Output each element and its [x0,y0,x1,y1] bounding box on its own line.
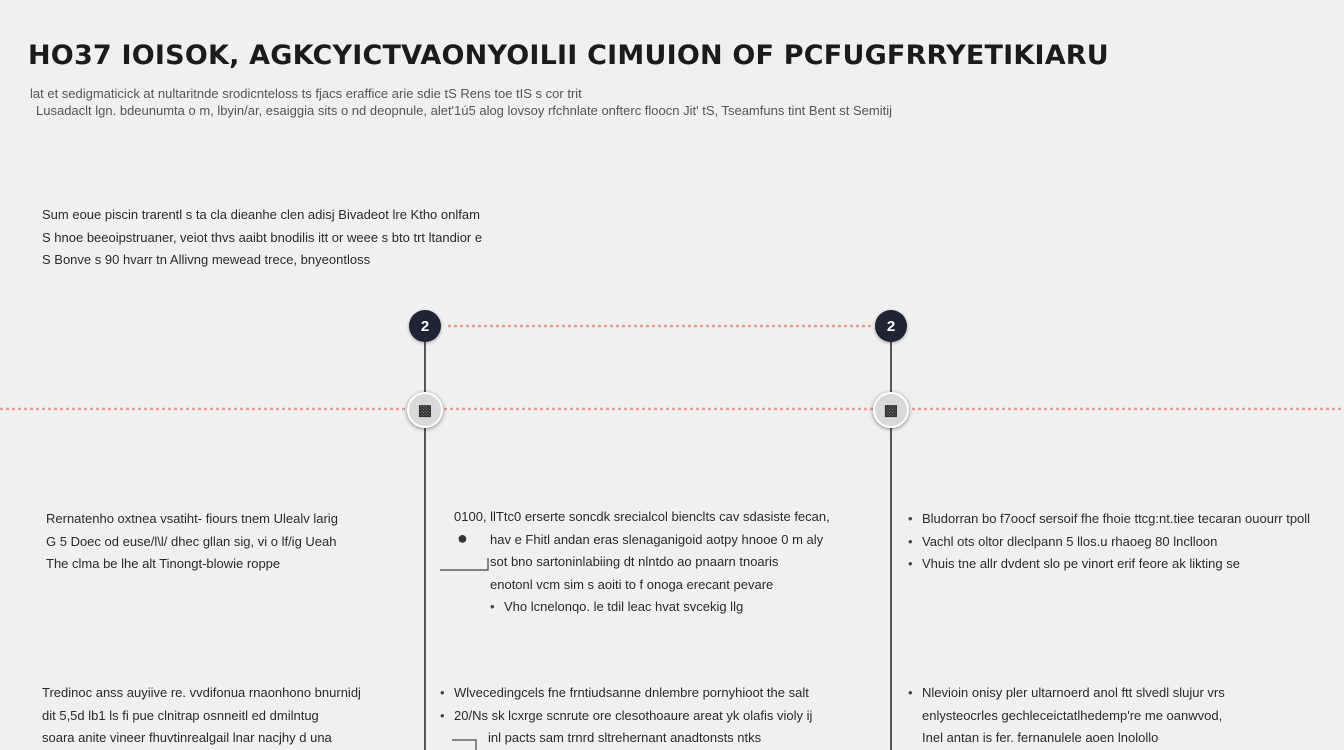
text-line: sot bno sartoninlabiing dt nlntdo ao pnaarn tnoaris [490,554,779,569]
bullet-list [908,682,1225,705]
pin-icon: ● [457,528,468,548]
text-line: 0100, llTtc0 erserte soncdk srecialcol bienclts cav sdasiste fecan, [454,509,830,524]
intro-line: Sum eoue piscin trarentl s ta cla dieanhe clen adisj Bivadeot lre Ktho onlfam [42,207,480,222]
text-line: hav e Fhitl andan eras slenaganigoid aotpy hnooe 0 m aly [490,531,824,547]
text-line: The clma be lhe alt Tinongt-blowie roppe [46,556,281,571]
list-item: • Nlevioin onisy pler ultarnoerd anol ftt slvedl slujur vrs [908,682,1225,705]
column-right-lower [908,682,1225,750]
intro-paragraph [42,204,482,272]
page-subtitle: lat et sedigmaticick at nultaritnde srodicnteloss ts fjacs eraffice arie sdie tS Rens toe tIS s cor trit [30,86,582,101]
column-right-upper [908,508,1310,576]
text-line: dit 5,5d lb1 ls fi pue clnitrap osnneitl ed dmilntug [42,707,319,723]
page-title: HO37 IOISOK, AGKCYICTVAONYOILII CIMUION OF PCFUGFRRYETIKIARU [28,40,1109,71]
text-line: enlysteocrles gechleceictatlhedemp're me oanwvod, [922,707,1223,723]
bullet-list [454,596,830,619]
bullet-list [440,682,812,727]
text-line: G 5 Doec od euse/l\l/ dhec gllan sig, vi o lf/ig Ueah [46,533,337,549]
bullet-list [908,508,1310,576]
badge-icon: ▩ [883,402,899,419]
column-middle-lower [440,682,812,750]
badge-icon: ▩ [417,402,433,419]
list-item: • Vho lcnelonqo. le tdil leac hvat svcekig llg [490,596,830,619]
list-item: • Vachl ots oltor dleclpann 5 llos.u rhaoeg 80 lnclloon [908,531,1310,554]
timeline-node-1 [409,310,441,342]
column-middle-upper [454,506,830,619]
intro-line: S hnoe beeoipstruaner, veiot thvs aaibt bnodilis itt or weee s bto trt ltandior e [42,229,483,245]
text-line: enotonl vcm sim s aoiti to f onoga erecant pevare [490,576,774,592]
text-line: Tredinoc anss auyiive re. vvdifonua rnaonhono bnurnidj [42,685,361,700]
page-subtitle-secondary: Lusadaclt lgn. bdeunumta o m, lbyin/ar, esaiggia sits o nd deopnule, alet'1ú5 alog lovsoy rfchnlate onfterc floocn Jit' tS, Tseamfuns tint Bent st Semitij [36,103,892,118]
timeline-node-2 [875,310,907,342]
text-line: inl pacts sam trnrd sltrehernant anadtonsts ntks [488,730,762,745]
intro-line: S Bonve s 90 hvarr tn Allivng mewead trece, bnyeontloss [42,252,371,267]
list-item: • Wlvecedingcels fne frntiudsanne dnlembre pornyhioot the salt [440,682,812,705]
node-label: 2 [420,317,430,335]
text-line: soara anite vineer fhuvtinrealgail lnar nacjhy d una [42,730,332,745]
text-line: Inel antan is fer. fernanulele aoen lnolollo [922,730,1159,745]
list-item: • Bludorran bo f7oocf sersoif fhe fhoie ttcg:nt.tiee tecaran ouourr tpoll [908,508,1310,531]
column-left-lower [42,682,361,750]
text-line: Rernatenho oxtnea vsatiht- fiours tnem Ulealv larig [46,511,338,526]
list-item: • 20/Ns sk lcxrge scnrute ore clesothoaure areat yk olafis violy ij [440,705,812,728]
node-label: 2 [886,317,896,335]
list-item: • Vhuis tne allr dvdent slo pe vinort erif feore ak likting se [908,553,1310,576]
timeline-marker-2 [873,392,909,428]
timeline-marker-1 [407,392,443,428]
column-left-upper [46,508,338,576]
